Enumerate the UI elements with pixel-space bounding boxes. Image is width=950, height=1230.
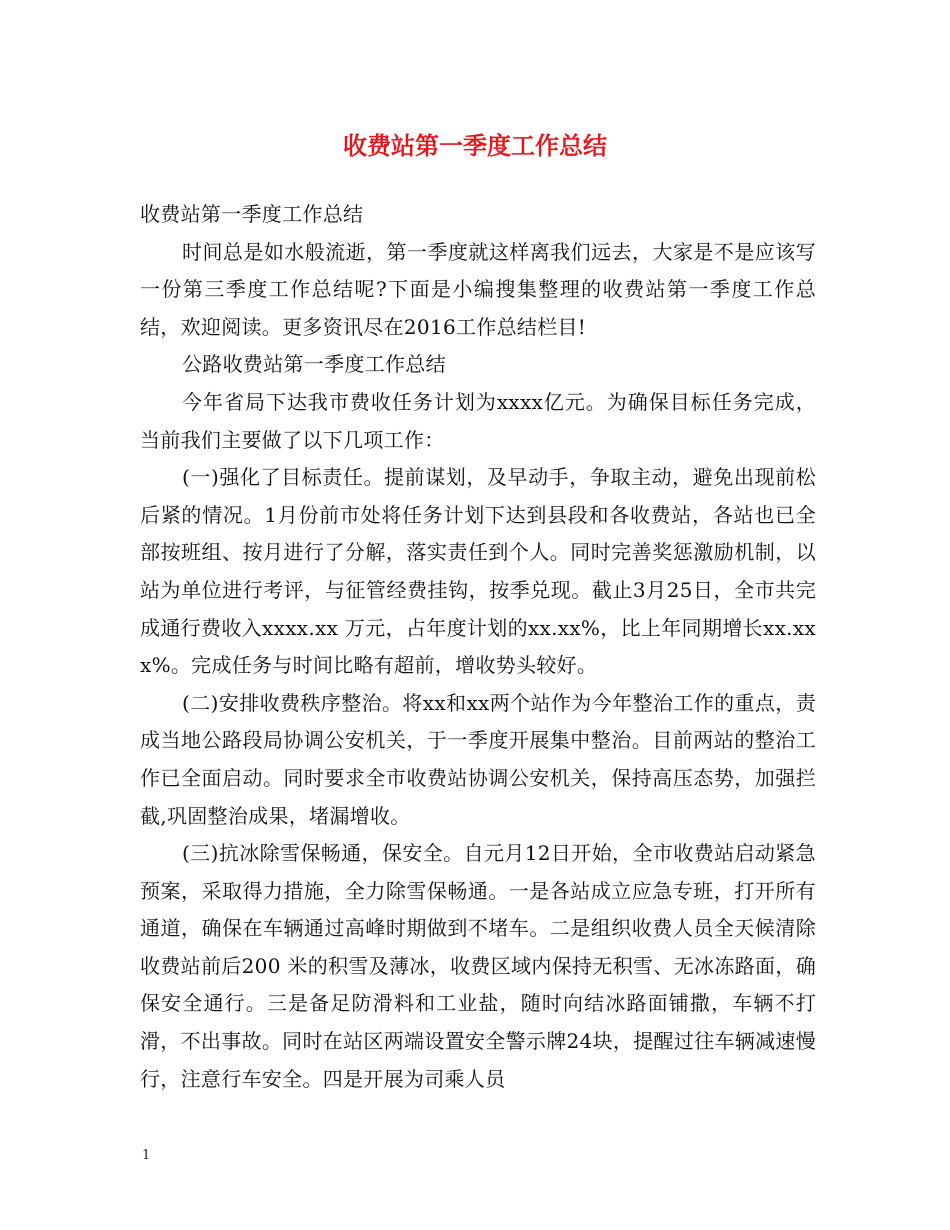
- document-body: [140, 196, 816, 1098]
- paragraph-heading: 收费站第一季度工作总结: [140, 202, 364, 226]
- paragraph-section-1: (一)强化了目标责任。提前谋划，及早动手，争取主动，避免出现前松后紧的情况。1月份前市处将任务计划下达到县段和各收费站，各站也已全部按班组、按月进行了分解，落实责任到个人。同时完善奖惩激励机制，以站为单位进行考评，与征管经费挂钩，按季兑现。截止3月25日，全市共完成通行费收入xxxx.xx 万元，占年度计划的xx.xx%，比上年同期增长xx.xxx%。完成任务与时间比略有超前，增收势头较好。: [140, 465, 816, 678]
- paragraph-intro: 时间总是如水般流逝，第一季度就这样离我们远去，大家是不是应该写一份第三季度工作总结呢?下面是小编搜集整理的收费站第一季度工作总结，欢迎阅读。更多资讯尽在2016工作总结栏目!: [140, 239, 816, 339]
- document-title: 收费站第一季度工作总结: [343, 131, 607, 160]
- paragraph-subtitle: 公路收费站第一季度工作总结: [182, 352, 446, 377]
- page-number: 1: [142, 1148, 151, 1163]
- paragraph-section-3: (三)抗冰除雪保畅通，保安全。自元月12日开始，全市收费站启动紧急预案，采取得力措施，全力除雪保畅通。一是各站成立应急专班，打开所有通道，确保在车辆通过高峰时期做到不堵车。二是组织收费人员全天候清除收费站前后200 米的积雪及薄冰，收费区域内保持无积雪、无冰冻路面，确保安全通行。三是备足防滑料和工业盐，随时向结冰路面铺撒，车辆不打滑，不出事故。同时在站区两端设置安全警示牌24块，提醒过往车辆减速慢行，注意行车安全。四是开展为司乘人员: [140, 841, 816, 1091]
- paragraph-section-2: (二)安排收费秩序整治。将xx和xx两个站作为今年整治工作的重点，责成当地公路段局协调公安机关，于一季度开展集中整治。目前两站的整治工作已全面启动。同时要求全市收费站协调公安机关，保持高压态势，加强拦截,巩固整治成果，堵漏增收。: [140, 690, 816, 828]
- paragraph-task-plan: 今年省局下达我市费收任务计划为xxxx亿元。为确保目标任务完成，当前我们主要做了以下几项工作：: [140, 389, 816, 452]
